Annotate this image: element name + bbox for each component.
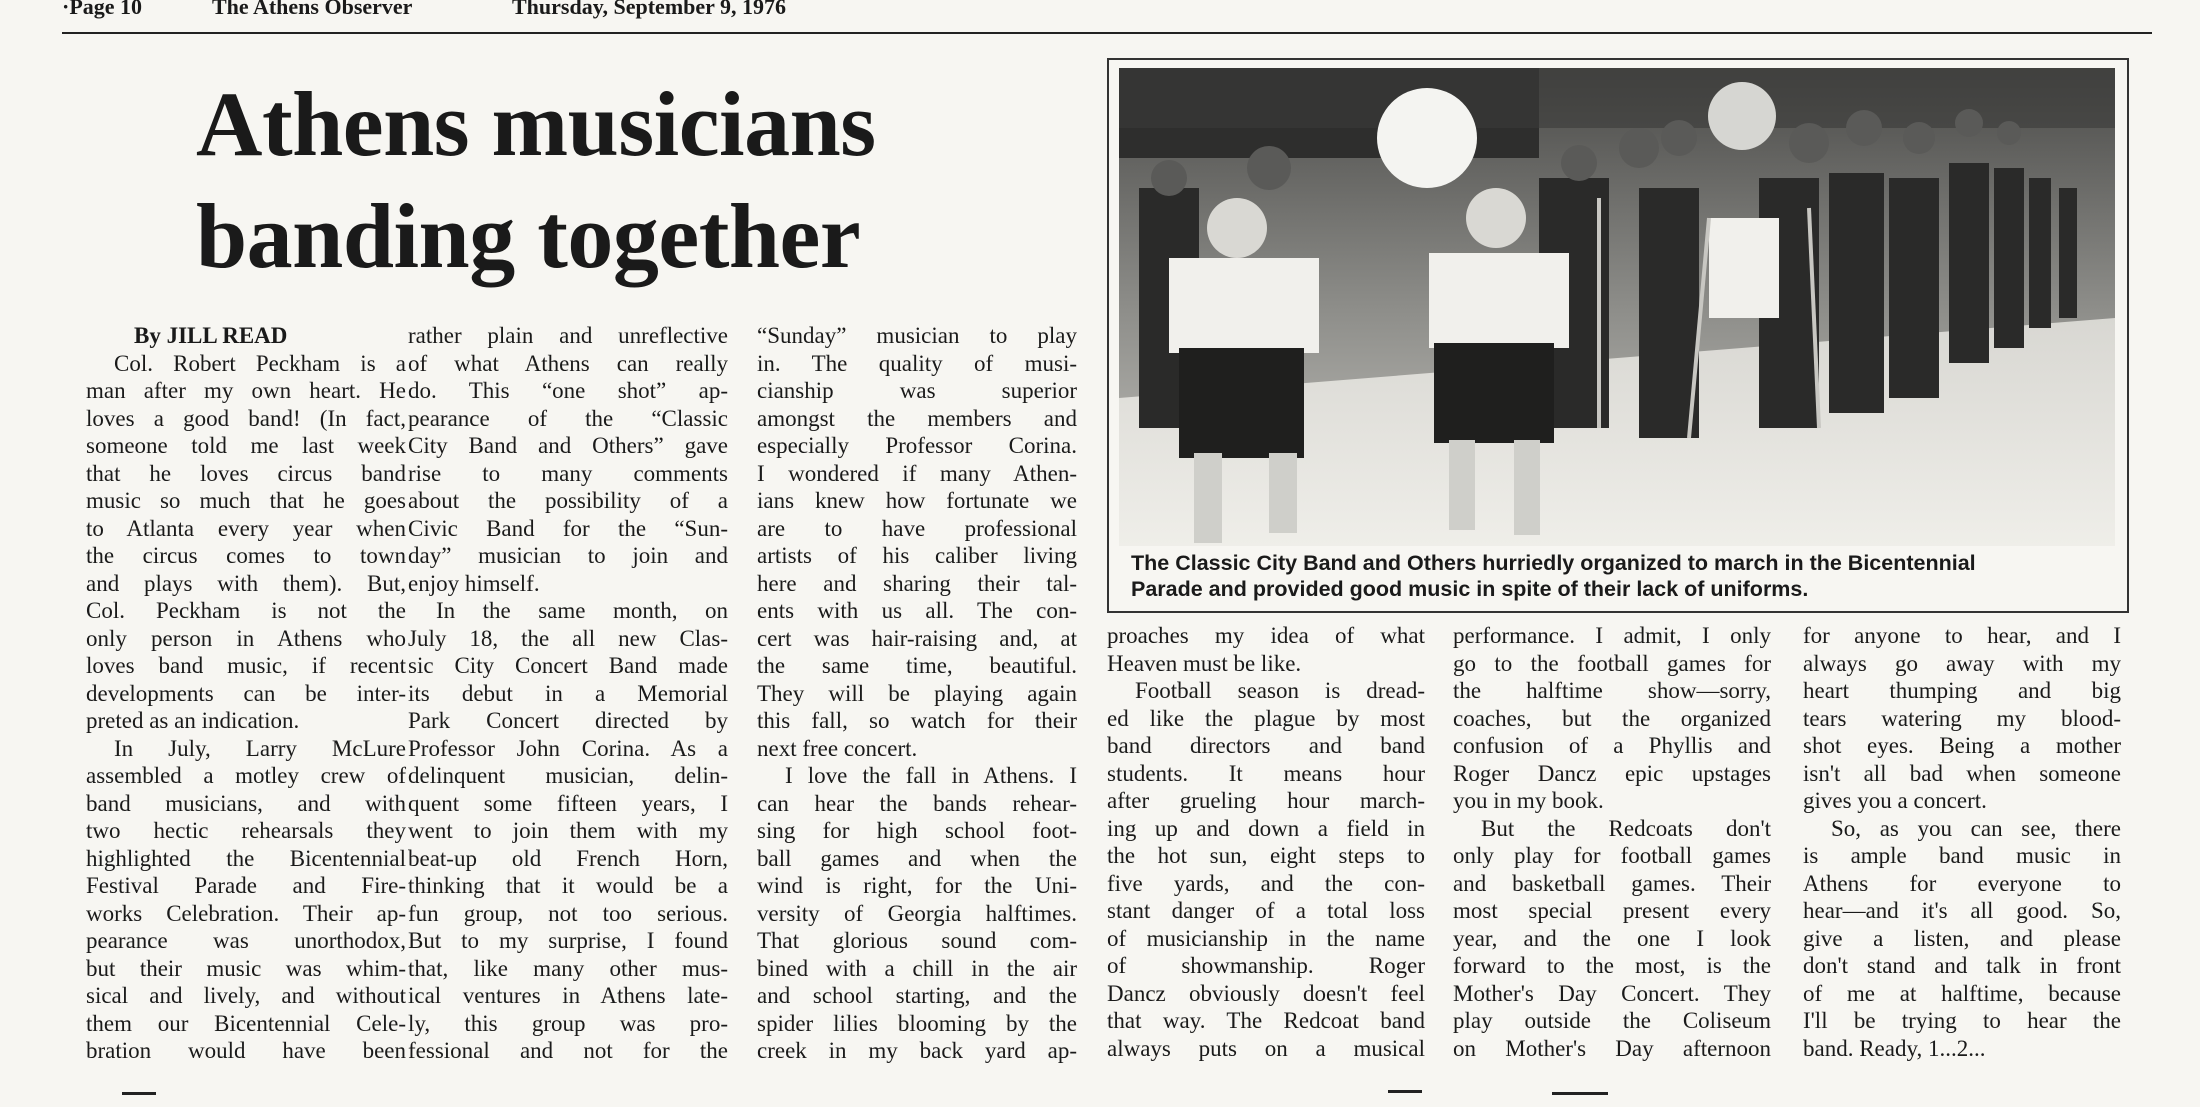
article-text-line: of musicianship in the name — [1107, 925, 1425, 951]
article-text-line: I'll be trying to hear the — [1803, 1008, 2121, 1033]
article-text-line: loves a good band! (In fact, — [86, 405, 406, 431]
article-text-line: Professor John Corina. As a — [408, 735, 728, 761]
article-text-line: that he loves circus band — [86, 460, 406, 486]
article-text-line: coaches, but the organized — [1453, 705, 1771, 731]
article-text-line: quent some fifteen years, I — [408, 790, 728, 816]
print-speck — [122, 1092, 156, 1095]
article-text-line: fessional and not for the — [408, 1038, 728, 1063]
article-text-line: this fall, so watch for their — [757, 708, 1077, 733]
byline: By JILL READ — [134, 323, 288, 348]
article-text-line: amongst the members and — [757, 405, 1077, 431]
article-text-line: in. The quality of musi- — [757, 350, 1077, 376]
article-text-line: Roger Dancz epic upstages — [1453, 760, 1771, 786]
newspaper-name: The Athens Observer — [212, 0, 413, 19]
headline-line-1: Athens musicians — [196, 73, 876, 175]
article-text-line: cert was hair-raising and, at — [757, 625, 1077, 651]
article-text-line: I love the fall in Athens. I — [785, 763, 1077, 788]
parade-photo-image — [1119, 68, 2115, 546]
article-text-line: ball games and when the — [757, 845, 1077, 871]
article-text-line: sical and lively, and without — [86, 983, 406, 1008]
article-text-line: but their music was whim- — [86, 955, 406, 981]
article-text-line: the circus comes to town — [86, 543, 406, 568]
caption-line-2: Parade and provided good music in spite of their lack of uniforms. — [1131, 577, 1809, 601]
article-text-line: Athens for everyone to — [1803, 870, 2121, 896]
article-text-line: proaches my idea of what — [1107, 623, 1425, 648]
article-text-line: pearance of the “Classic — [408, 405, 728, 431]
article-text-line: band musicians, and with — [86, 790, 406, 816]
article-text-line: thinking that it would be a — [408, 873, 728, 898]
caption-line-1: The Classic City Band and Others hurriedly organized to march in the Bicentennial — [1131, 551, 1976, 575]
article-text-line: City Band and Others” gave — [408, 433, 728, 458]
article-text-line: always go away with my — [1803, 650, 2121, 676]
article-text-line: ians knew how fortunate we — [757, 488, 1077, 513]
article-text-line: isn't all bad when someone — [1803, 760, 2121, 786]
article-text-line: its debut in a Memorial — [408, 680, 728, 706]
photo-caption — [1131, 550, 2111, 602]
article-text-line: of what Athens can really — [408, 350, 728, 376]
article-text-line: But to my surprise, I found — [408, 928, 728, 953]
article-text-line: shot eyes. Being a mother — [1803, 733, 2121, 758]
article-text-line: man after my own heart. He — [86, 378, 406, 403]
article-text-line: and school starting, and the — [757, 983, 1077, 1008]
article-text-line: rise to many comments — [408, 460, 728, 486]
article-text-line: pearance was unorthodox, — [86, 928, 406, 953]
header-rule — [62, 32, 2152, 34]
article-text-line: you in my book. — [1453, 788, 1604, 813]
article-text-line: band directors and band — [1107, 733, 1425, 758]
article-text-line: Civic Band for the “Sun- — [408, 515, 728, 541]
article-text-line: music so much that he goes — [86, 488, 406, 513]
article-text-line: But the Redcoats don't — [1481, 815, 1771, 841]
article-text-line: after grueling hour march- — [1107, 788, 1425, 813]
article-text-line: Mother's Day Concert. They — [1453, 980, 1771, 1006]
article-column-6 — [1803, 622, 2121, 1062]
article-text-line: heart thumping and big — [1803, 678, 2121, 703]
article-text-line: ing up and down a field in — [1107, 815, 1425, 841]
article-text-line: developments can be inter- — [86, 680, 406, 706]
article-text-line: only person in Athens who — [86, 625, 406, 651]
article-column-3 — [757, 322, 1077, 1065]
article-text-line: tears watering my blood- — [1803, 705, 2121, 731]
article-text-line: always puts on a musical — [1107, 1035, 1425, 1061]
article-text-line: for anyone to hear, and I — [1803, 623, 2121, 648]
article-text-line: highlighted the Bicentennial — [86, 845, 406, 871]
article-text-line: do. This “one shot” ap- — [408, 378, 728, 403]
article-text-line: are to have professional — [757, 515, 1077, 541]
article-text-line: the halftime show—sorry, — [1453, 678, 1771, 703]
article-text-line: performance. I admit, I only — [1453, 623, 1771, 648]
article-text-line: Festival Parade and Fire- — [86, 873, 406, 898]
article-text-line: them our Bicentennial Cele- — [86, 1010, 406, 1036]
article-text-line: That glorious sound com- — [757, 928, 1077, 953]
article-text-line: creek in my back yard ap- — [757, 1038, 1077, 1063]
article-text-line: stant danger of a total loss — [1107, 898, 1425, 923]
article-text-line: can hear the bands rehear- — [757, 790, 1077, 816]
article-text-line: five yards, and the con- — [1107, 870, 1425, 896]
article-text-line: and plays with them). But, — [86, 570, 406, 596]
article-text-line: band. Ready, 1...2... — [1803, 1035, 1986, 1061]
article-text-line: and basketball games. Their — [1453, 870, 1771, 896]
article-text-line: fun group, not too serious. — [408, 900, 728, 926]
parade-photo — [1119, 68, 2115, 546]
article-text-line: sing for high school foot- — [757, 818, 1077, 843]
article-text-line: Dancz obviously doesn't feel — [1107, 980, 1425, 1006]
article-text-line: most special present every — [1453, 898, 1771, 923]
article-text-line: someone told me last week — [86, 433, 406, 458]
article-column-1 — [86, 322, 406, 1065]
print-speck — [1388, 1090, 1422, 1093]
article-text-line: that way. The Redcoat band — [1107, 1008, 1425, 1033]
article-text-line: next free concert. — [757, 735, 918, 761]
article-text-line: bined with a chill in the air — [757, 955, 1077, 981]
article-text-line: gives you a concert. — [1803, 788, 1987, 813]
article-text-line: of me at halftime, because — [1803, 980, 2121, 1006]
headline-line-2: banding together — [196, 185, 861, 287]
article-text-line: year, and the one I look — [1453, 925, 1771, 951]
article-text-line: preted as an indication. — [86, 708, 300, 733]
article-text-line: In the same month, on — [436, 598, 728, 623]
article-text-line: In July, Larry McLure — [114, 735, 406, 761]
article-text-line: ical ventures in Athens late- — [408, 983, 728, 1008]
article-text-line: confusion of a Phyllis and — [1453, 733, 1771, 758]
article-text-line: students. It means hour — [1107, 760, 1425, 786]
article-column-5 — [1453, 622, 1771, 1062]
article-text-line: assembled a motley crew of — [86, 763, 406, 788]
article-text-line: delinquent musician, delin- — [408, 763, 728, 788]
article-text-line: wind is right, for the Uni- — [757, 873, 1077, 898]
article-text-line: “Sunday” musician to play — [757, 323, 1077, 348]
article-text-line: the hot sun, eight steps to — [1107, 843, 1425, 868]
article-text-line: forward to the most, is the — [1453, 953, 1771, 978]
article-text-line: They will be playing again — [757, 680, 1077, 706]
article-text-line: bration would have been — [86, 1038, 406, 1063]
article-text-line: beat-up old French Horn, — [408, 845, 728, 871]
article-text-line: ents with us all. The con- — [757, 598, 1077, 623]
article-text-line: that, like many other mus- — [408, 955, 728, 981]
issue-date: Thursday, September 9, 1976 — [512, 0, 787, 19]
article-text-line: Heaven must be like. — [1107, 650, 1302, 676]
page-number: ·Page 10 — [62, 0, 143, 19]
article-text-line: only play for football games — [1453, 843, 1771, 868]
article-text-line: spider lilies blooming by the — [757, 1010, 1077, 1036]
page-header — [62, 0, 2152, 26]
article-text-line: sic City Concert Band made — [408, 653, 728, 678]
article-text-line: the same time, beautiful. — [757, 653, 1077, 678]
article-text-line: ly, this group was pro- — [408, 1010, 728, 1036]
article-text-line: artists of his caliber living — [757, 543, 1077, 568]
article-text-line: cianship was superior — [757, 378, 1077, 403]
photo-frame — [1107, 58, 2129, 613]
article-text-line: I wondered if many Athen- — [757, 460, 1077, 486]
article-text-line: here and sharing their tal- — [757, 570, 1077, 596]
article-column-4 — [1107, 622, 1425, 1062]
article-text-line: Football season is dread- — [1135, 678, 1425, 703]
article-text-line: rather plain and unreflective — [408, 323, 728, 348]
article-text-line: hear—and it's all good. So, — [1803, 898, 2121, 923]
article-text-line: of showmanship. Roger — [1107, 953, 1425, 978]
article-text-line: July 18, the all new Clas- — [408, 625, 728, 651]
article-headline — [196, 68, 1056, 292]
article-column-2 — [408, 322, 728, 1065]
article-text-line: is ample band music in — [1803, 843, 2121, 868]
article-text-line: works Celebration. Their ap- — [86, 900, 406, 926]
article-text-line: ed like the plague by most — [1107, 705, 1425, 731]
article-text-line: play outside the Coliseum — [1453, 1008, 1771, 1033]
article-text-line: enjoy himself. — [408, 570, 540, 596]
article-text-line: day” musician to join and — [408, 543, 728, 568]
article-text-line: loves band music, if recent — [86, 653, 406, 678]
article-text-line: Col. Robert Peckham is a — [114, 350, 406, 376]
article-text-line: don't stand and talk in front — [1803, 953, 2121, 978]
article-text-line: Col. Peckham is not the — [86, 598, 406, 623]
article-text-line: especially Professor Corina. — [757, 433, 1077, 458]
article-text-line: versity of Georgia halftimes. — [757, 900, 1077, 926]
article-text-line: on Mother's Day afternoon — [1453, 1035, 1771, 1061]
article-text-line: to Atlanta every year when — [86, 515, 406, 541]
article-text-line: two hectic rehearsals they — [86, 818, 406, 843]
article-text-line: give a listen, and please — [1803, 925, 2121, 951]
article-text-line: Park Concert directed by — [408, 708, 728, 733]
article-text-line: about the possibility of a — [408, 488, 728, 513]
article-text-line: went to join them with my — [408, 818, 728, 843]
article-text-line: So, as you can see, there — [1831, 815, 2121, 841]
article-text-line: go to the football games for — [1453, 650, 1771, 676]
print-speck — [1552, 1092, 1608, 1095]
